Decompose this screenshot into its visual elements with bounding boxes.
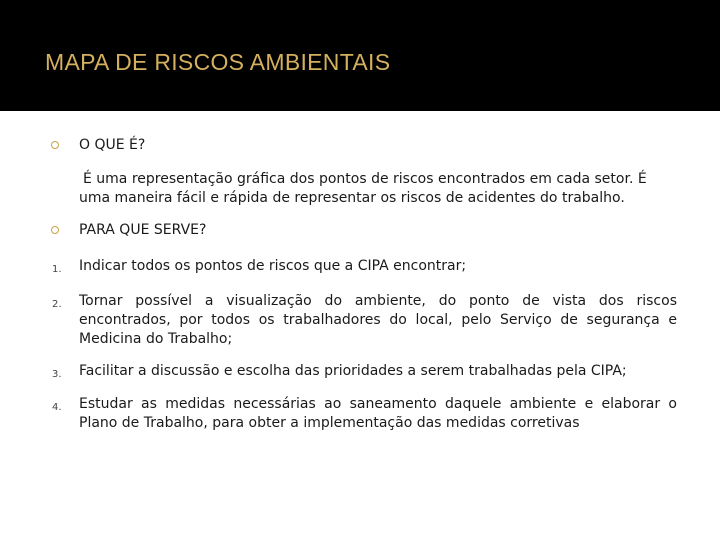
list-item-number: 2. <box>52 299 62 310</box>
ring-bullet-icon <box>51 141 59 149</box>
ring-bullet-icon <box>51 226 59 234</box>
list-item-number: 3. <box>52 369 62 380</box>
definition-line: É uma representação gráfica dos pontos de riscos encontrados em cada setor. É <box>83 171 647 187</box>
section-heading: PARA QUE SERVE? <box>79 222 207 238</box>
list-item-text: Tornar possível a visualização do ambiente, do ponto de vista dos riscos encontrados, por todos os trabalhadores do local, pelo Serviço de segurança e Medicina do Trabalho; <box>79 293 677 347</box>
list-item-text: Facilitar a discussão e escolha das prioridades a serem trabalhadas pela CIPA; <box>79 363 627 379</box>
list-item-text: Estudar as medidas necessárias ao saneamento daquele ambiente e elaborar o Plano de Trabalho, para obter a implementação das medidas corretivas <box>79 396 677 431</box>
slide-title: MAPA DE RISCOS AMBIENTAIS <box>45 49 391 75</box>
definition-line: uma maneira fácil e rápida de representar os riscos de acidentes do trabalho. <box>79 190 625 206</box>
list-item-number: 4. <box>52 402 62 413</box>
section-heading: O QUE É? <box>79 137 146 153</box>
list-item-text: Indicar todos os pontos de riscos que a CIPA encontrar; <box>79 258 467 274</box>
list-item-number: 1. <box>52 264 62 275</box>
